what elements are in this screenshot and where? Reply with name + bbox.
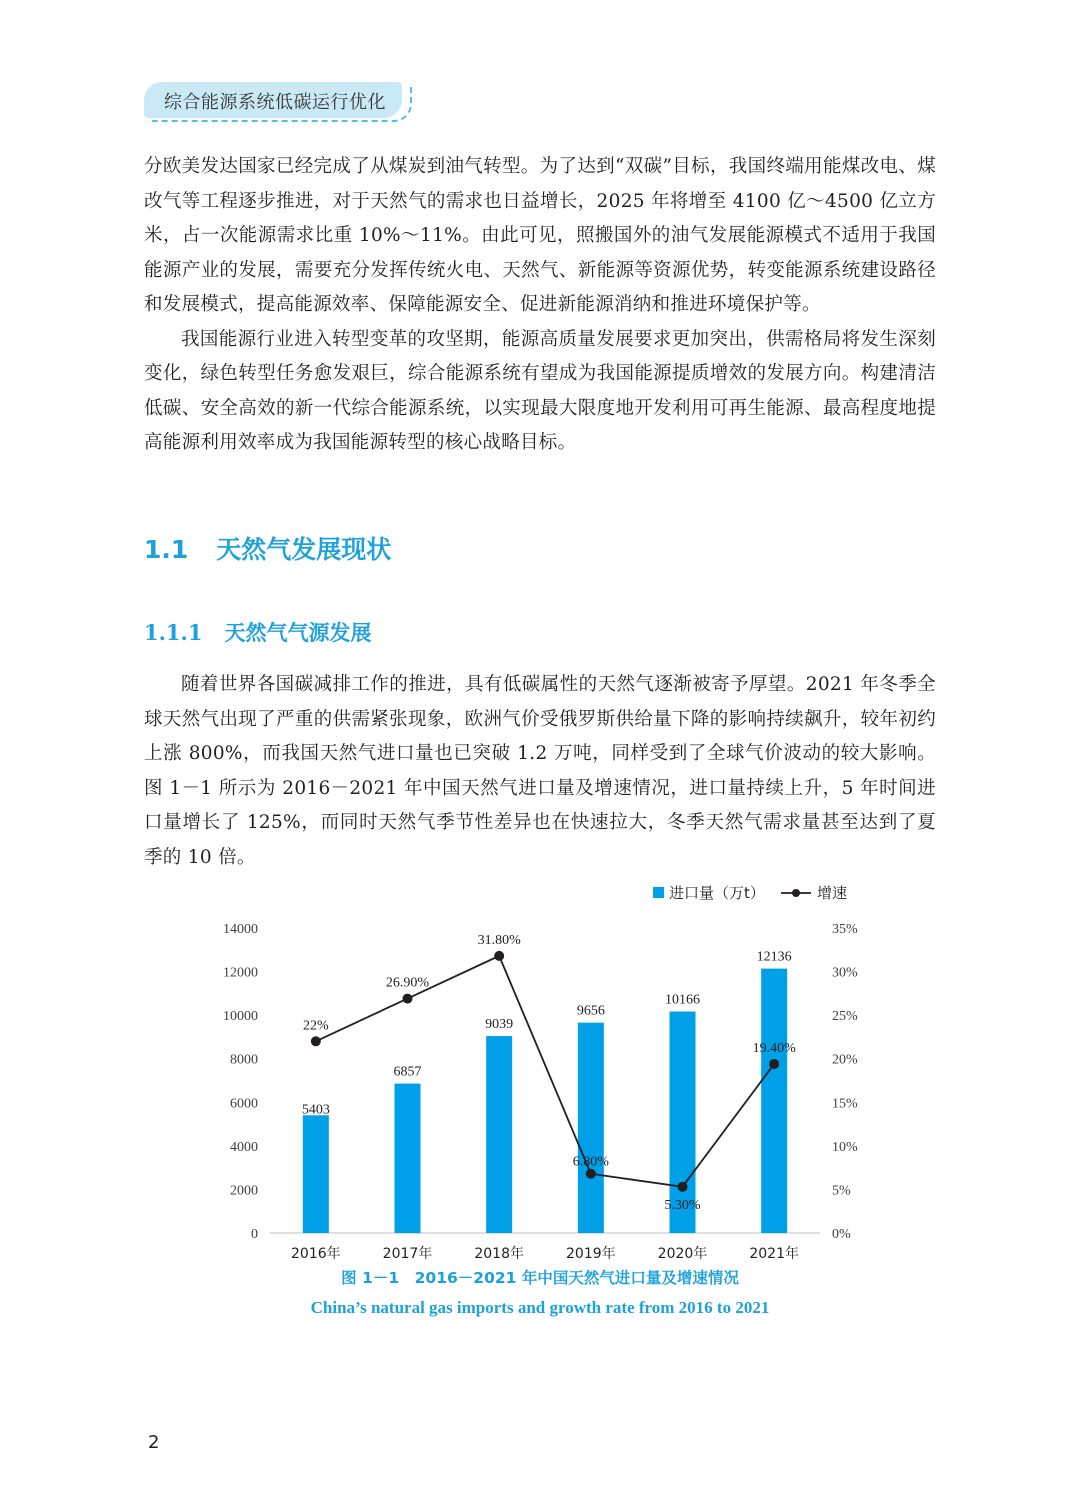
x-axis-tick-label: 2019年: [566, 1246, 616, 1262]
growth-point: [311, 1036, 321, 1046]
left-axis-tick-label: 4000: [230, 1139, 258, 1155]
right-axis-tick-label: 35%: [832, 922, 858, 937]
left-axis-tick-label: 14000: [223, 922, 258, 937]
bar-value-label: 12136: [756, 949, 792, 965]
bar-2019年: [578, 1023, 604, 1233]
right-axis-tick-label: 25%: [832, 1009, 858, 1025]
x-axis-tick-label: 2016年: [291, 1246, 341, 1262]
x-axis-tick-label: 2018年: [474, 1246, 524, 1262]
bar-value-label: 9039: [485, 1017, 514, 1033]
bar-value-label: 10166: [665, 992, 700, 1008]
growth-value-label: 5.30%: [664, 1197, 701, 1213]
left-axis-tick-label: 12000: [223, 965, 258, 981]
growth-point: [403, 994, 413, 1004]
bar-2017年: [395, 1084, 421, 1233]
section-heading: [144, 530, 391, 566]
subsection-number: 1.1.1: [144, 620, 203, 645]
subsection-heading: [144, 617, 371, 647]
intro-paragraphs: [144, 150, 936, 461]
paragraph-3: 随着世界各国碳减排工作的推进，具有低碳属性的天然气逐渐被寄予厚望。2021 年冬季全球天然气出现了严重的供需紧张现象，欧洲气价受俄罗斯供给量下降的影响持续飙升，较年初约上涨 800%，而我国天然气进口量也已突破 1.2 万吨，同样受到了全球气价波动的较大影响。图 1－1 所示为 2016－2021 年中国天然气进口量及增速情况，进口量持续上升，5 年时间进口量增长了 125%，而同时天然气季节性差异也在快速拉大，冬季天然气需求量甚至达到了夏季的 10 倍。: [144, 674, 936, 868]
running-header: [144, 82, 414, 118]
legend-bar-label: 进口量（万t）: [669, 884, 765, 902]
section-title: 天然气发展现状: [216, 535, 392, 564]
right-axis-tick-label: 0%: [832, 1227, 851, 1242]
bar-2018年: [486, 1036, 512, 1233]
growth-line: [316, 956, 774, 1187]
x-axis-tick-label: 2021年: [749, 1246, 799, 1262]
bar-value-label: 6857: [393, 1064, 422, 1080]
growth-value-label: 26.90%: [385, 975, 430, 991]
running-title: 综合能源系统低碳运行优化: [164, 92, 386, 113]
bar-value-label: 5403: [301, 1102, 330, 1118]
x-axis-tick-label: 2020年: [657, 1246, 708, 1262]
growth-value-label: 22%: [302, 1018, 329, 1034]
subsection-title: 天然气气源发展: [224, 620, 372, 645]
legend-line-label: 增速: [817, 884, 848, 902]
growth-point: [494, 951, 504, 961]
gas-paragraph: [144, 668, 936, 875]
bar-value-label: 9656: [576, 1003, 605, 1019]
right-axis-tick-label: 30%: [832, 965, 858, 981]
left-axis-tick-label: 6000: [230, 1096, 258, 1112]
bar-2021年: [761, 969, 787, 1233]
growth-value-label: 6.80%: [572, 1154, 609, 1170]
figure-caption-zh: 图 1－1 2016－2021 年中国天然气进口量及增速情况: [341, 1269, 739, 1287]
legend-bar-swatch: [653, 887, 664, 898]
figure-caption-en: China’s natural gas imports and growth rate from 2016 to 2021: [310, 1298, 770, 1317]
growth-point: [769, 1059, 779, 1069]
growth-value-label: 31.80%: [477, 932, 521, 948]
bar-2016年: [303, 1115, 329, 1233]
growth-point: [586, 1169, 596, 1179]
paragraph-2: 我国能源行业进入转型变革的攻坚期，能源高质量发展要求更加突出，供需格局将发生深刻变化，绿色转型任务愈发艰巨，综合能源系统有望成为我国能源提质增效的发展方向。构建清洁低碳、安全高效的新一代综合能源系统，以实现最大限度地开发利用可再生能源、最高程度地提高能源利用效率成为我国能源转型的核心战略目标。: [144, 328, 936, 453]
section-number: 1.1: [144, 535, 189, 564]
left-axis-tick-label: 0: [251, 1227, 258, 1242]
right-axis-tick-label: 5%: [832, 1183, 851, 1199]
growth-value-label: 19.40%: [752, 1040, 796, 1056]
right-axis-tick-label: 20%: [832, 1052, 858, 1068]
right-axis-tick-label: 15%: [832, 1096, 858, 1112]
left-axis-tick-label: 8000: [230, 1052, 258, 1068]
paragraph-1: 分欧美发达国家已经完成了从煤炭到油气转型。为了达到“双碳”目标，我国终端用能煤改电、煤改气等工程逐步推进，对于天然气的需求也日益增长，2025 年将增至 4100 亿～4500 亿立方米，占一次能源需求比重 10%～11%。由此可见，照搬国外的油气发展能源模式不适用于我国能源产业的发展，需要充分发挥传统火电、天然气、新能源等资源优势，转变能源系统建设路径和发展模式，提高能源效率、保障能源安全、促进新能源消纳和推进环境保护等。: [144, 156, 936, 315]
page-number: 2: [148, 1432, 160, 1453]
left-axis-tick-label: 2000: [230, 1183, 258, 1199]
right-axis-tick-label: 10%: [832, 1139, 858, 1155]
growth-point: [678, 1182, 688, 1192]
imports-growth-chart: [200, 880, 880, 1265]
x-axis-tick-label: 2017年: [382, 1246, 433, 1262]
legend-line-marker: [792, 889, 800, 897]
left-axis-tick-label: 10000: [223, 1009, 258, 1025]
